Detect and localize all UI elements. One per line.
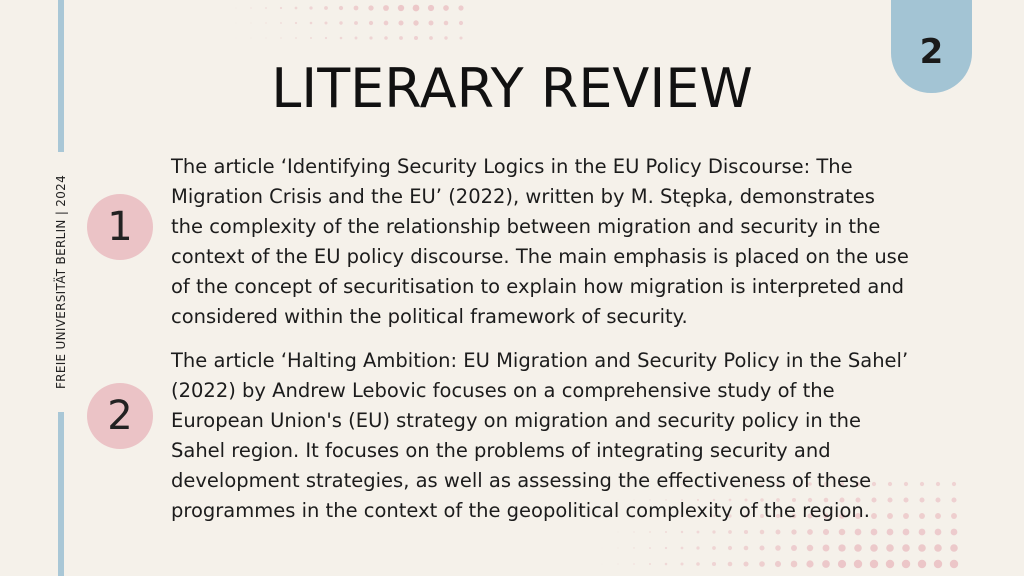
decorative-dot	[712, 562, 716, 566]
decorative-dot	[649, 547, 651, 549]
decorative-dot	[728, 530, 732, 534]
decorative-dot	[696, 546, 699, 549]
decorative-dot	[919, 513, 925, 519]
decorative-dot	[728, 546, 732, 550]
decorative-dot	[886, 544, 894, 552]
decorative-dot	[633, 563, 635, 565]
review-paragraph-1: The article ‘Identifying Security Logics in the EU Policy Discourse: The Migration Crisis and the EU’ (2022), written by M. Stępka, demonstrates the complexity of the relationship between migration and security in the context of the EU policy discourse. The main emphasis is placed on the use of the concept of securitisation to explain how migration is interpreted and considered within the political framework of security.	[171, 155, 909, 328]
decorative-dot	[807, 545, 813, 551]
decorative-dot	[775, 545, 781, 551]
decorative-dot	[340, 37, 343, 40]
decorative-dot	[339, 6, 343, 10]
decorative-dot	[855, 529, 862, 536]
decorative-dot	[398, 20, 403, 25]
decorative-dot	[744, 546, 749, 551]
decorative-dot	[459, 21, 463, 25]
university-year-label: FREIE UNIVERSITÄT BERLIN | 2024	[54, 167, 68, 397]
decorative-dot	[839, 529, 846, 536]
decorative-dot	[775, 561, 781, 567]
decorative-dot	[902, 560, 910, 568]
decorative-dot	[617, 563, 618, 564]
decorative-dot	[681, 547, 684, 550]
decorative-dot	[951, 513, 957, 519]
decorative-dot	[807, 529, 813, 535]
decorative-dot	[665, 563, 668, 566]
decorative-dot	[936, 482, 940, 486]
decorative-dot	[459, 36, 462, 39]
decorative-dot	[696, 562, 700, 566]
review-paragraph-2: The article ‘Halting Ambition: EU Migration and Security Policy in the Sahel’ (2022) by Andrew Lebovic focuses on a comprehensive study of the European Union's (EU) strategy on migration and security policy in the Sahel region. It focuses on the problems of integrating security and development strategies, as well as assessing the effectiveness of these programmes in the context of the geopolitical complexity of the region.	[171, 349, 909, 522]
page-number-badge: 2	[891, 0, 972, 93]
decorative-dot	[838, 544, 845, 551]
decorative-dot	[665, 531, 667, 533]
decorative-dot	[728, 562, 733, 567]
decorative-dot	[935, 529, 942, 536]
decorative-dots-top	[140, 2, 480, 46]
decorative-dot	[355, 37, 358, 40]
decorative-dot	[871, 529, 878, 536]
decorative-dot	[822, 560, 830, 568]
decorative-dot	[265, 22, 266, 23]
decorative-dot	[443, 5, 449, 11]
decorative-dot	[429, 21, 434, 26]
decorative-dot	[903, 529, 910, 536]
decorative-dot	[697, 531, 700, 534]
decorative-dot	[398, 5, 404, 11]
decorative-dot	[310, 37, 312, 39]
decorative-dot	[295, 37, 297, 39]
decorative-dot	[618, 532, 619, 533]
decorative-dot	[428, 5, 434, 11]
decorative-dot	[950, 560, 958, 568]
decorative-dot	[934, 544, 942, 552]
decorative-dot	[854, 560, 862, 568]
decorative-dot	[280, 7, 282, 9]
decorative-dot	[806, 560, 813, 567]
decorative-dot	[870, 544, 878, 552]
decorative-dot	[354, 21, 358, 25]
decorative-dot	[368, 5, 373, 10]
decorative-dot	[429, 36, 433, 40]
decorative-dot	[339, 21, 342, 24]
decorative-dot	[759, 561, 765, 567]
decorative-dot	[886, 560, 894, 568]
decorative-dot	[251, 23, 252, 24]
decorative-dot	[413, 5, 420, 12]
decorative-dot	[887, 529, 894, 536]
decorative-dot	[265, 7, 267, 9]
decorative-dot	[618, 548, 619, 549]
decorative-dot	[602, 564, 603, 565]
decorative-dot	[712, 530, 715, 533]
decorative-dot	[444, 21, 449, 26]
decorative-dot	[633, 547, 634, 548]
decorative-dot	[776, 530, 781, 535]
decorative-dot	[918, 544, 926, 552]
decorative-dot	[236, 23, 237, 24]
decorative-dot	[310, 22, 313, 25]
decorative-dot	[633, 531, 634, 532]
decorative-dot	[680, 562, 683, 565]
decorative-dot	[295, 22, 297, 24]
page-title: LITERARY REVIEW	[271, 57, 753, 120]
decorative-dot	[458, 5, 463, 10]
decorative-dot	[791, 545, 797, 551]
decorative-dot	[823, 529, 829, 535]
decorative-dot	[838, 560, 846, 568]
item-marker-1: 1	[87, 194, 153, 260]
decorative-dot	[744, 530, 748, 534]
decorative-dot	[444, 36, 447, 39]
decorative-dot	[918, 560, 926, 568]
decorative-dot	[280, 22, 282, 24]
decorative-dot	[952, 482, 956, 486]
item-marker-2: 2	[87, 383, 153, 449]
decorative-dot	[935, 513, 941, 519]
decorative-dot	[265, 37, 266, 38]
decorative-dot	[384, 36, 388, 40]
decorative-dot	[384, 21, 389, 26]
decorative-dot	[280, 37, 281, 38]
decorative-dot	[950, 544, 958, 552]
decorative-dot	[743, 561, 748, 566]
decorative-dot	[413, 20, 418, 25]
decorative-dot	[919, 529, 926, 536]
decorative-dot	[250, 7, 251, 8]
decorative-dot	[935, 497, 940, 502]
decorative-dot	[251, 38, 252, 39]
decorative-dot	[369, 21, 373, 25]
decorative-dot	[665, 547, 667, 549]
decorative-dot	[902, 544, 910, 552]
decorative-dot	[791, 529, 796, 534]
decorative-dot	[354, 6, 359, 11]
decorative-dot	[951, 497, 956, 502]
decorative-dot	[399, 36, 403, 40]
decorative-dot	[920, 482, 924, 486]
decorative-dot	[759, 545, 764, 550]
decorative-dot	[712, 546, 716, 550]
decorative-dot	[681, 531, 683, 533]
decorative-dot	[324, 6, 328, 10]
decorative-dot	[760, 530, 765, 535]
decorative-dot	[870, 560, 878, 568]
decorative-dot	[369, 36, 372, 39]
decorative-dot	[309, 6, 312, 9]
decorative-dot	[919, 497, 924, 502]
decorative-dot	[414, 36, 418, 40]
decorative-dot	[383, 5, 389, 11]
decorative-dot	[791, 561, 798, 568]
decorative-dot	[649, 563, 651, 565]
decorative-dot	[649, 531, 651, 533]
decorative-dot	[951, 529, 958, 536]
decorative-dot	[823, 545, 830, 552]
decorative-dot	[236, 8, 237, 9]
decorative-dot	[295, 7, 298, 10]
decorative-dot	[324, 21, 327, 24]
decorative-dot	[325, 37, 327, 39]
decorative-dot	[934, 560, 942, 568]
decorative-dot	[854, 544, 862, 552]
